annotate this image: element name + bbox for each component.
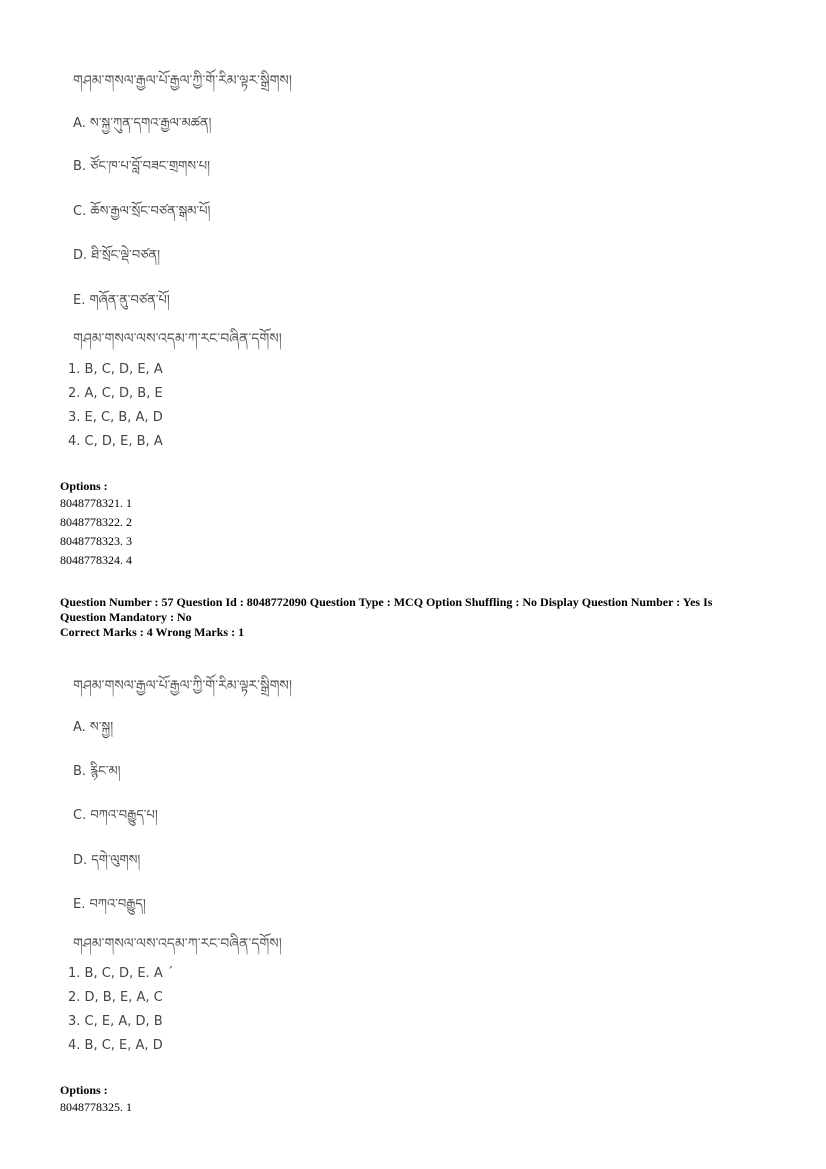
order-choice-1: 1. B, C, D, E. A ˊ: [68, 966, 174, 981]
marks-line: Correct Marks : 4 Wrong Marks : 1: [60, 625, 245, 639]
option-id-2: 8048778322. 2: [60, 515, 132, 529]
option-item-c: C. ཆོས་རྒྱལ་སྲོང་བཙན་སྒམ་པོ།: [73, 204, 211, 219]
option-item-a: A. ས་སྐྱ།: [73, 720, 114, 735]
option-item-e: E. བཀའ་བརྒྱུད།: [73, 897, 146, 912]
option-id-4: 8048778324. 4: [60, 553, 132, 567]
order-prompt: གཤམ་གསལ་ལས་འདམ་ཀ་རང་བཞིན་དགོས།: [73, 331, 282, 347]
order-choice-4: 4. C, D, E, B, A: [68, 434, 163, 449]
order-choice-3: 3. C, E, A, D, B: [68, 1014, 163, 1029]
order-choice-2: 2. D, B, E, A, C: [68, 990, 163, 1005]
option-item-b: B. རྙིང་མ།: [73, 764, 121, 779]
option-item-b: B. ཙོང་ཁ་པ་བློ་བཟང་གྲགས་པ།: [73, 159, 211, 174]
option-item-c: C. བཀའ་བརྒྱུད་པ།: [73, 808, 158, 823]
question-meta: Question Number : 57 Question Id : 8048772090 Question Type : MCQ Option Shuffling : No Display Question Number : Yes Is Question Mandatory : No: [60, 595, 713, 624]
option-item-d: D. དགེ་ལུགས།: [73, 853, 141, 868]
option-item-e: E. གཞོན་ནུ་བཙན་པོ།: [73, 293, 170, 308]
options-heading: Options :: [60, 1083, 108, 1097]
option-id-3: 8048778323. 3: [60, 534, 132, 548]
option-id-1: 8048778321. 1: [60, 496, 132, 510]
order-choice-2: 2. A, C, D, B, E: [68, 386, 163, 401]
option-item-a: A. ས་སྐྱ་ཀུན་དགའ་རྒྱལ་མཚན།: [73, 116, 212, 131]
order-choice-1: 1. B, C, D, E, A: [68, 362, 163, 377]
question-prompt: གཤམ་གསལ་རྒྱལ་པོ་རྒྱལ་ཀྱི་གོ་རིམ་ལྟར་སྒྲིགས།: [73, 73, 292, 89]
order-choice-4: 4. B, C, E, A, D: [68, 1038, 163, 1053]
order-prompt: གཤམ་གསལ་ལས་འདམ་ཀ་རང་བཞིན་དགོས།: [73, 936, 282, 952]
options-heading: Options :: [60, 479, 108, 493]
option-id-1: 8048778325. 1: [60, 1100, 132, 1114]
option-item-d: D. ཐི་སྲོང་ལྡེ་བཙན།: [73, 248, 161, 263]
order-choice-3: 3. E, C, B, A, D: [68, 410, 163, 425]
question-prompt: གཤམ་གསལ་རྒྱལ་པོ་རྒྱལ་ཀྱི་གོ་རིམ་ལྟར་སྒྲིགས།: [73, 678, 292, 694]
